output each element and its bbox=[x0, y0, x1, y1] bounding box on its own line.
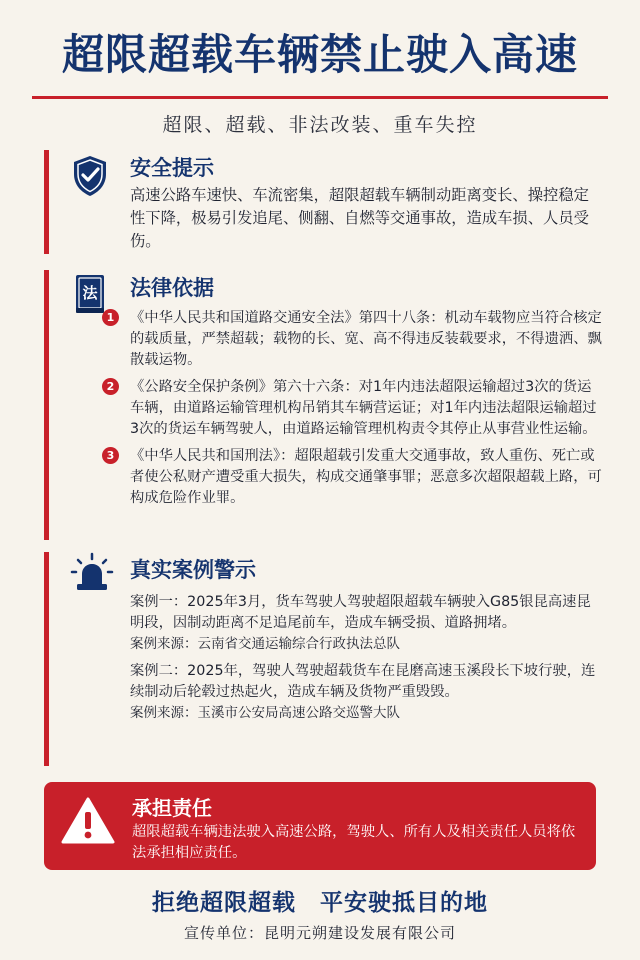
law-book-label: 法 bbox=[82, 284, 98, 302]
page-subtitle: 超限、超载、非法改装、重车失控 bbox=[162, 114, 478, 136]
page-title: 超限超载车辆禁止驶入高速 bbox=[61, 30, 578, 79]
law-section bbox=[44, 270, 604, 540]
cases-section bbox=[44, 552, 604, 772]
law-number-badge: 2 bbox=[102, 378, 119, 395]
responsibility-title: 承担责任 bbox=[132, 796, 212, 820]
shield-check-icon bbox=[70, 154, 110, 194]
case-item-text: 案例一：2025年3月，货车驾驶人驾驶超限超载车辆驶入G85银昆高速昆明段，因制动距离不足追尾前车，造成车辆受损、道路拥堵。 bbox=[130, 594, 591, 631]
law-book-icon bbox=[70, 272, 110, 312]
responsibility-box bbox=[44, 782, 596, 870]
case-item-source: 案例来源：玉溪市公安局高速公路交巡警大队 bbox=[130, 705, 400, 721]
safety-text: 高速公路车速快、车流密集，超限超载车辆制动距离变长、操控稳定性下降，极易引发追尾、侧翻、自燃等交通事故，造成车损、人员受伤。 bbox=[130, 186, 589, 250]
section-bar bbox=[44, 552, 49, 766]
law-number-badge: 1 bbox=[102, 309, 119, 326]
law-list bbox=[106, 308, 604, 515]
case-item-text: 案例二：2025年，驾驶人驾驶超载货车在昆磨高速玉溪段长下坡行驶，连续制动后轮毂过热起火，造成车辆及货物严重毁毁。 bbox=[130, 663, 596, 700]
alarm-bell-icon bbox=[68, 552, 108, 592]
responsibility-text: 超限超载车辆违法驶入高速公路，驾驶人、所有人及相关责任人员将依法承担相应责任。 bbox=[132, 824, 576, 861]
law-item bbox=[106, 377, 604, 440]
title-divider bbox=[32, 96, 608, 99]
law-item-text: 《中华人民共和国刑法》：超限超载引发重大交通事故，致人重伤、死亡或者使公私财产遭受重大损失，构成交通肇事罪；恶意多次超限超载上路，可构成危险作业罪。 bbox=[130, 448, 602, 506]
cases-list bbox=[130, 592, 604, 730]
safety-title: 安全提示 bbox=[130, 156, 214, 180]
section-bar bbox=[44, 150, 49, 254]
law-number-badge: 3 bbox=[102, 447, 119, 464]
law-item-text: 《中华人民共和国道路交通安全法》第四十八条：机动车载物应当符合核定的载质量，严禁超载；载物的长、宽、高不得违反装载要求，不得遗洒、飘散载运物。 bbox=[130, 310, 602, 368]
law-item bbox=[106, 308, 604, 371]
publisher-footer: 宣传单位：昆明元朔建设发展有限公司 bbox=[183, 924, 456, 942]
cases-title: 真实案例警示 bbox=[130, 558, 256, 582]
warning-triangle-icon bbox=[60, 796, 116, 846]
section-bar bbox=[44, 270, 49, 540]
law-title: 法律依据 bbox=[130, 276, 214, 300]
law-item bbox=[106, 446, 604, 509]
slogan: 拒绝超限超载 平安驶抵目的地 bbox=[152, 890, 488, 916]
safety-section bbox=[44, 150, 604, 260]
law-item-text: 《公路安全保护条例》第六十六条：对1年内违法超限运输超过3次的货运车辆，由道路运输管理机构吊销其车辆营运证；对1年内违法超限运输超过3次的货运车辆驾驶人，由道路运输管理机构责令其停止从事营业性运输。 bbox=[130, 379, 597, 437]
case-item-source: 案例来源：云南省交通运输综合行政执法总队 bbox=[130, 636, 400, 652]
